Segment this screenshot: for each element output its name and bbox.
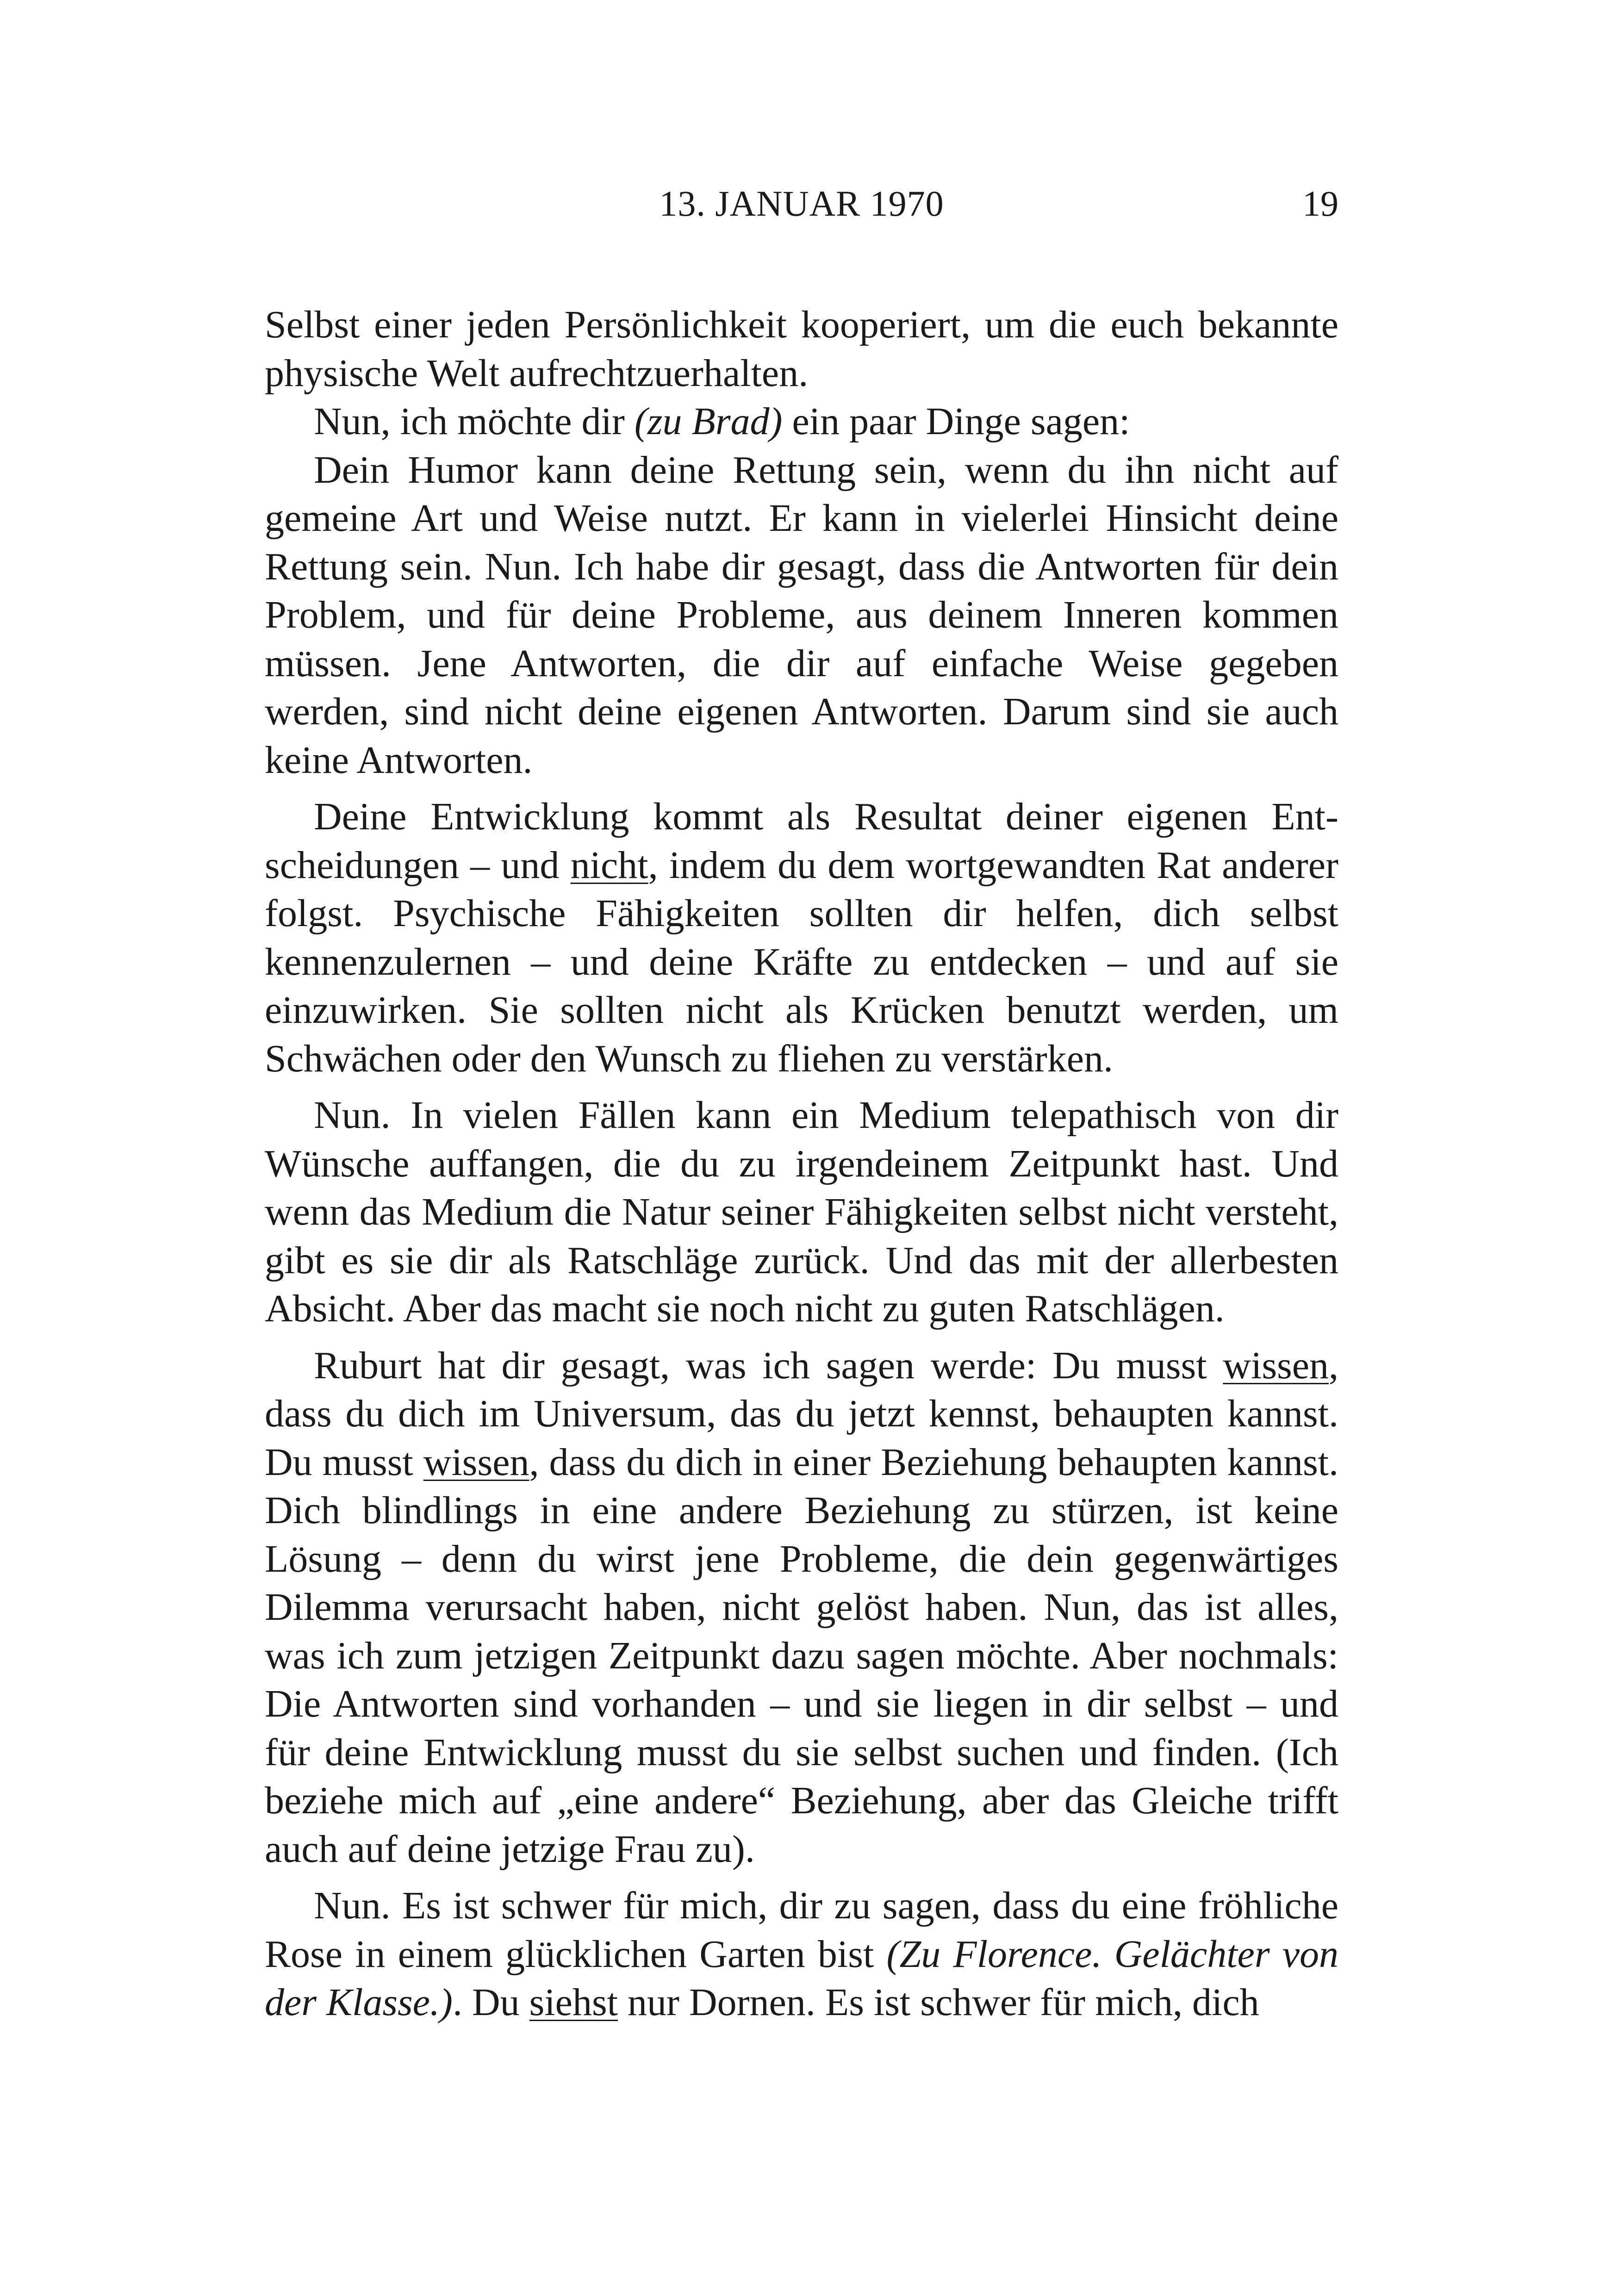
page-number: 19 [1302,183,1338,224]
paragraph [265,1342,1338,1874]
text-segment: , indem du dem wortgewandten Rat anderer folgst. Psychische Fähigkeiten sollten dir helfen, dich selbst kennenzulernen – und deine Kräfte zu entdecken – und auf sie einzuwirken. Sie sollten nicht als Krücken benutzt werden, um Schwächen oder den Wunsch zu fliehen zu verstärken. [265,843,1338,1080]
text-segment: Dein Humor kann deine Rettung sein, wenn du ihn nicht auf gemeine Art und Weise nutzt. Er kann in vielerlei Hinsicht deine Rettung sein. Nun. Ich habe dir gesagt, dass die Antworten für dein Problem, und für deine Probleme, aus deinem Inneren kommen müssen. Jene Antworten, die dir auf einfache Weise gegeben werden, sind nicht deine eigenen Antworten. Darum sind sie auch keine Antworten. [265,448,1338,782]
text-segment: , dass du dich in einer Beziehung behaupten kannst. Dich blindlings in eine andere Beziehung zu stürzen, ist keine Lösung – denn du wirst jene Probleme, die dein gegenwärtiges Dilemma verursacht haben, nicht gelöst haben. Nun, das ist alles, was ich zum jetzigen Zeitpunkt dazu sagen möchte. Aber nochmals: Die Antworten sind vorhanden – und sie liegen in dir selbst – und für deine Entwicklung musst du sie selbst suchen und finden. (Ich beziehe mich auf „eine andere“ Beziehung, aber das Gleiche trifft auch auf deine jetzige Frau zu). [265,1440,1338,1871]
body-text [265,301,1338,2027]
stage-direction: (zu Brad) [634,400,783,443]
emphasis-underline: wissen [423,1440,529,1484]
stage-direction: (Zu Florence. Gelächter von der Klasse.) [265,1932,1338,2024]
text-segment: Nun. Es ist schwer für mich, dir zu sagen, dass du eine fröhliche Rose in einem glücklichen Garten bist [265,1884,1338,1976]
text-segment: Selbst einer jeden Persönlichkeit kooperiert, um die euch bekannte physische Welt aufrechtzuerhalten. [265,303,1338,395]
text-segment: Nun. In vielen Fällen kann ein Medium telepathisch von dir Wünsche auffangen, die du zu irgendeinem Zeitpunkt hast. Und wenn das Medium die Natur seiner Fähigkeiten selbst nicht versteht, gibt es sie dir als Ratschläge zurück. Und das mit der allerbesten Absicht. Aber das macht sie noch nicht zu guten Ratschlägen. [265,1094,1338,1330]
emphasis-underline: wissen [1223,1344,1329,1387]
paragraph [265,1882,1338,2027]
text-segment: Ruburt hat dir gesagt, was ich sagen werde: Du musst [314,1344,1223,1387]
paragraph [265,301,1338,398]
text-segment: . Du [452,1981,529,2024]
paragraph [265,446,1338,785]
text-segment: nur Dornen. Es ist schwer für mich, dich [618,1981,1259,2024]
paragraph [265,793,1338,1083]
running-title: 13. JANUAR 1970 [659,183,944,224]
paragraph [265,398,1338,446]
text-segment: , dass du dich im Universum, das du jetzt kennst, behaupten kannst. Du musst [265,1344,1338,1484]
text-segment: ein paar Dinge sagen: [782,400,1130,443]
emphasis-underline: siehst [529,1981,618,2024]
text-segment: Nun, ich möchte dir [314,400,635,443]
running-head [265,178,1338,229]
paragraph [265,1091,1338,1333]
text-segment: Deine Entwicklung kommt als Resultat deiner eigenen Entscheidungen – und [265,795,1338,887]
emphasis-underline: nicht [570,843,648,887]
